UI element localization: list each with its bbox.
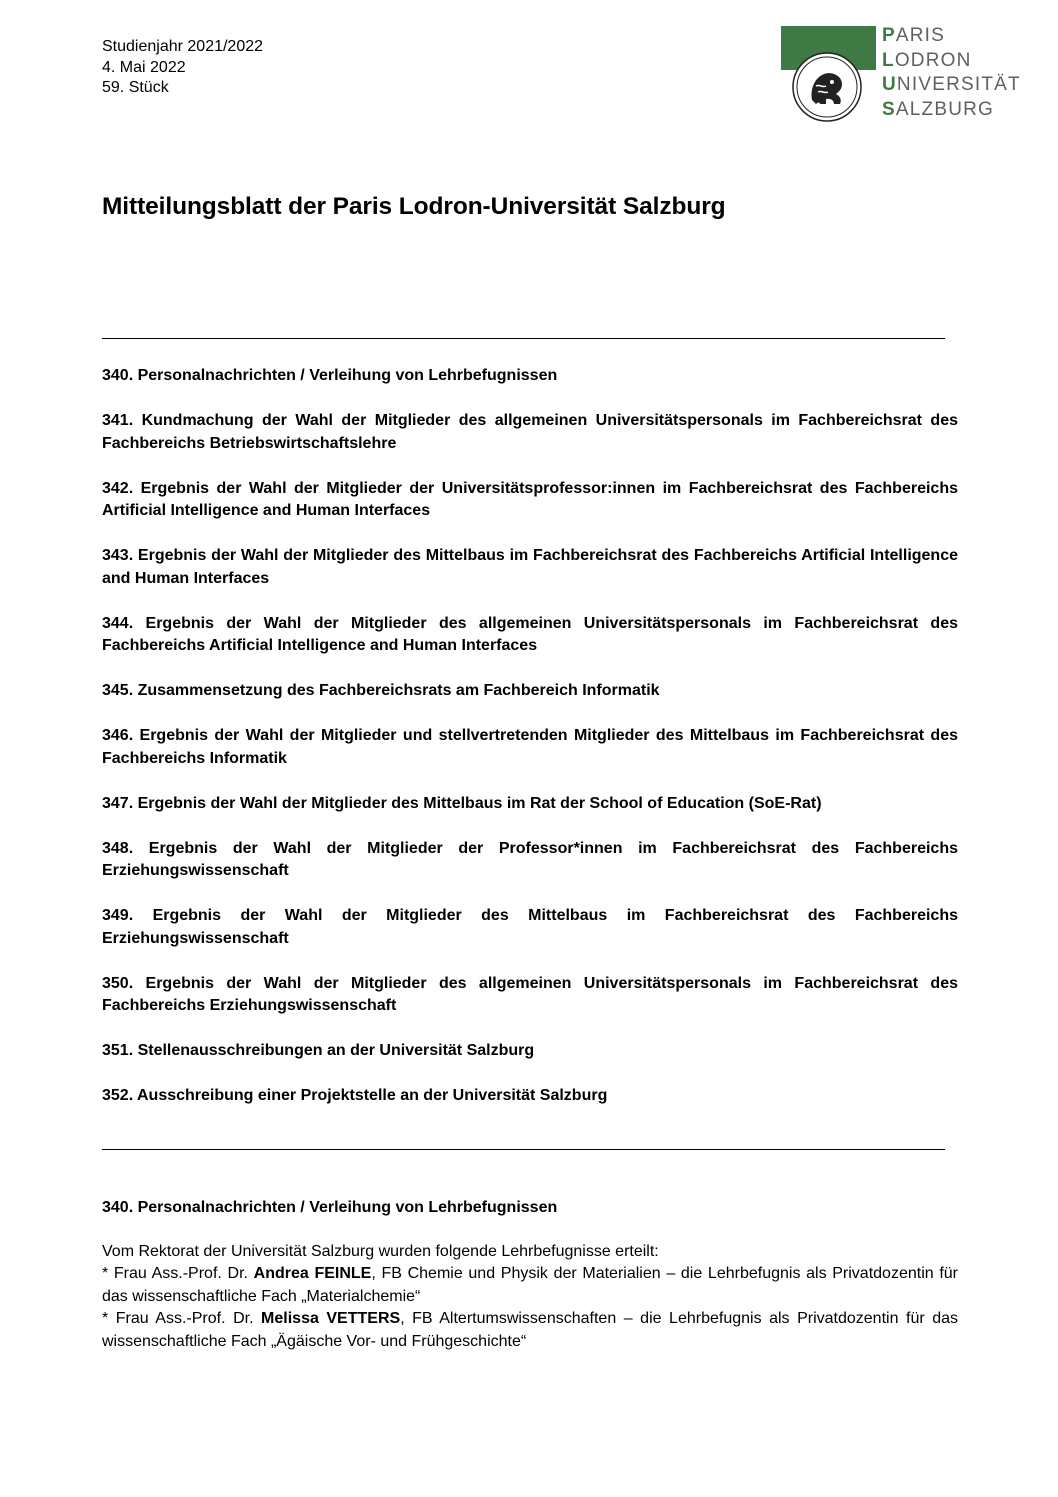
entry-name: Melissa VETTERS — [261, 1310, 401, 1327]
issue-number: 59. Stück — [102, 79, 169, 96]
toc-item: 342. Ergebnis der Wahl der Mitglieder der Universitätsprofessor:innen im Fachbereichsrat des Fachbereichs Artificial Intelligence and Human Interfaces — [102, 479, 958, 519]
section-intro: Vom Rektorat der Universität Salzburg wurden folgende Lehrbefugnisse erteilt: — [102, 1242, 659, 1260]
logo-mark — [781, 26, 876, 148]
toc-item: 344. Ergebnis der Wahl der Mitglieder des allgemeinen Universitätspersonals im Fachbereichsrat des Fachbereichs Artificial Intelligence and Human Interfaces — [102, 614, 958, 654]
logo-line-universitaet: UNIVERSITÄT — [882, 74, 1021, 95]
toc-item: 352. Ausschreibung einer Projektstelle an der Universität Salzburg — [102, 1087, 608, 1104]
entry-prefix: * Frau Ass.-Prof. Dr. — [102, 1265, 254, 1282]
toc-item: 349. Ergebnis der Wahl der Mitglieder des Mittelbaus im Fachbereichsrat des Fachbereichs Erziehungswissenschaft — [102, 907, 958, 947]
toc-item: 346. Ergebnis der Wahl der Mitglieder und stellvertretenden Mitglieder des Mittelbaus im Fachbereichsrat des Fachbereichs Informatik — [102, 727, 958, 767]
academic-year: Studienjahr 2021/2022 — [102, 38, 264, 55]
entry-prefix: * Frau Ass.-Prof. Dr. — [102, 1310, 262, 1327]
logo-line-lodron: LODRON — [882, 49, 972, 71]
toc-item: 345. Zusammensetzung des Fachbereichsrats am Fachbereich Informatik — [102, 682, 660, 699]
toc-item: 343. Ergebnis der Wahl der Mitglieder des Mittelbaus im Fachbereichsrat des Fachbereichs Artificial Intelligence and Human Interfaces — [102, 547, 958, 587]
toc-item: 351. Stellenausschreibungen an der Universität Salzburg — [102, 1042, 535, 1059]
divider-top — [102, 338, 945, 339]
section-body — [102, 1241, 958, 1354]
entry-text: , FB Altertumswissenschaften – die Lehrbefugnis als Privatdozentin für das wissenschaftliche Fach „Ägäische Vor- und Frühgeschichte“ — [102, 1310, 959, 1350]
issue-meta — [102, 37, 263, 99]
divider-bottom — [102, 1149, 945, 1150]
toc-item: 341. Kundmachung der Wahl der Mitglieder des allgemeinen Universitätspersonals im Fachbereichsrat des Fachbereichs Betriebswirtschaftslehre — [102, 412, 958, 452]
logo-wordmark — [882, 24, 1021, 122]
entry-name: Andrea FEINLE — [253, 1265, 372, 1282]
section-340 — [102, 1197, 958, 1353]
section-heading: 340. Personalnachrichten / Verleihung von Lehrbefugnissen — [102, 1199, 558, 1216]
university-logo — [781, 24, 1043, 152]
table-of-contents — [102, 365, 958, 1130]
logo-line-salzburg: SALZBURG — [882, 98, 995, 120]
toc-item: 347. Ergebnis der Wahl der Mitglieder des Mittelbaus im Rat der School of Education (SoE-Rat) — [102, 794, 822, 812]
entry-text: , FB Chemie und Physik der Materialien – die Lehrbefugnis als Privatdozentin für das wissenschaftliche Fach „Materialchemie“ — [102, 1265, 958, 1305]
logo-line-paris: PARIS — [882, 25, 946, 46]
lion-seal-icon — [792, 52, 862, 122]
toc-item: 350. Ergebnis der Wahl der Mitglieder des allgemeinen Universitätspersonals im Fachbereichsrat des Fachbereichs Erziehungswissenschaft — [102, 974, 958, 1014]
toc-item: 348. Ergebnis der Wahl der Mitglieder der Professor*innen im Fachbereichsrat des Fachbereichs Erziehungswissenschaft — [102, 839, 958, 879]
issue-date: 4. Mai 2022 — [102, 58, 186, 76]
toc-item: 340. Personalnachrichten / Verleihung von Lehrbefugnissen — [102, 367, 558, 384]
page-title: Mitteilungsblatt der Paris Lodron-Universität Salzburg — [102, 193, 726, 220]
